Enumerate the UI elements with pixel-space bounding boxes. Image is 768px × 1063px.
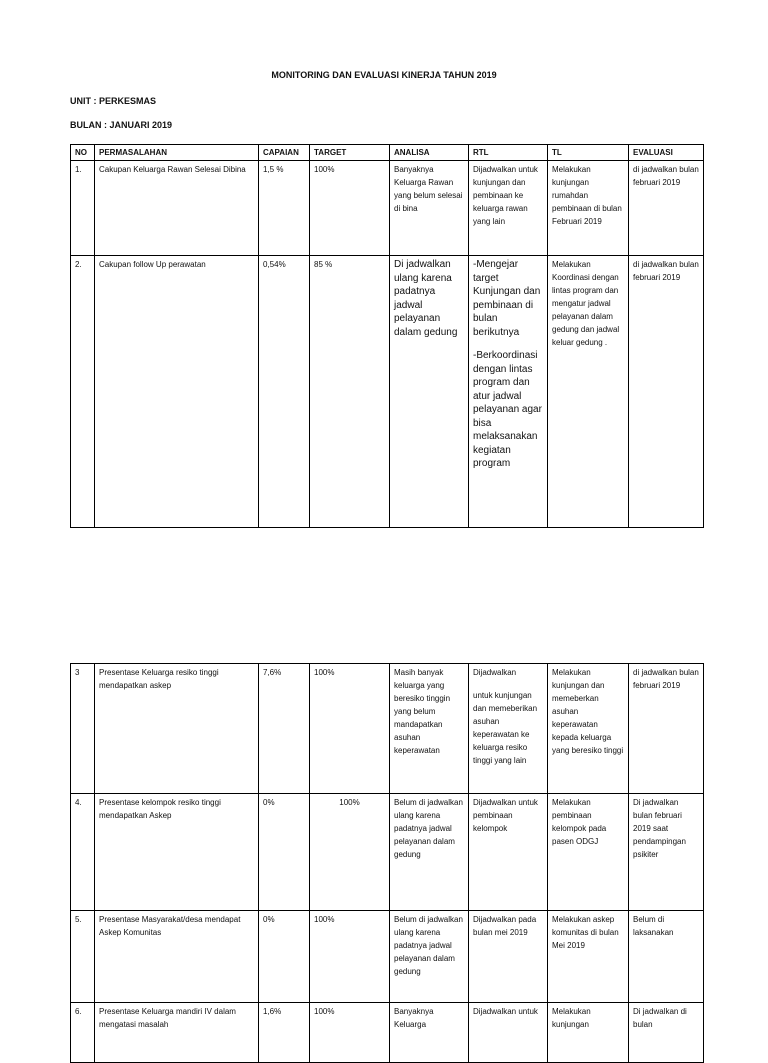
rtl-paragraph: Dijadwalkan <box>473 668 517 677</box>
cell-no: 6. <box>71 1003 95 1063</box>
cell-permasalahan: Cakupan Keluarga Rawan Selesai Dibina <box>95 161 259 256</box>
cell-rtl: Dijadwalkan untuk pembinaan kelompok <box>469 794 548 911</box>
cell-rtl <box>469 256 548 528</box>
cell-target: 100% <box>310 911 390 1003</box>
cell-permasalahan: Presentase Masyarakat/desa mendapat Askep Komunitas <box>95 911 259 1003</box>
cell-capaian: 1,6% <box>259 1003 310 1063</box>
cell-no: 5. <box>71 911 95 1003</box>
cell-permasalahan: Presentase Keluarga mandiri IV dalam mengatasi masalah <box>95 1003 259 1063</box>
column-header-target: TARGET <box>310 145 390 161</box>
rtl-paragraph: -Berkoordinasi dengan lintas program dan atur jadwal pelayanan agar bisa melaksanakan kegiatan program <box>473 350 542 469</box>
monitoring-table-page-1 <box>70 144 704 528</box>
cell-rtl: Dijadwalkan untuk kunjungan dan pembinaan ke keluarga rawan yang lain <box>469 161 548 256</box>
monitoring-table-page-2 <box>70 663 704 1063</box>
table-row <box>71 256 704 528</box>
cell-tl: Melakukan pembinaan kelompok pada pasen ODGJ <box>548 794 629 911</box>
column-header-tl: TL <box>548 145 629 161</box>
cell-target: 85 % <box>310 256 390 528</box>
cell-tl: Melakukan kunjungan <box>548 1003 629 1063</box>
cell-evaluasi: di jadwalkan bulan februari 2019 <box>629 161 704 256</box>
cell-rtl: Dijadwalkan pada bulan mei 2019 <box>469 911 548 1003</box>
cell-target: 100% <box>310 161 390 256</box>
cell-analisa: Belum di jadwalkan ulang karena padatnya jadwal pelayanan dalam gedung <box>390 794 469 911</box>
table-header-row <box>71 145 704 161</box>
cell-evaluasi: Belum di laksanakan <box>629 911 704 1003</box>
period-label: BULAN : JANUARI 2019 <box>70 120 173 130</box>
cell-no: 4. <box>71 794 95 911</box>
cell-no: 3 <box>71 664 95 794</box>
cell-evaluasi: di jadwalkan bulan februari 2019 <box>629 256 704 528</box>
cell-permasalahan: Presentase Keluarga resiko tinggi mendapatkan askep <box>95 664 259 794</box>
cell-target: 100% <box>310 794 390 911</box>
cell-analisa: Di jadwalkan ulang karena padatnya jadwal pelayanan dalam gedung <box>390 256 469 528</box>
column-header-rtl: RTL <box>469 145 548 161</box>
table-row <box>71 1003 704 1063</box>
cell-tl: Melakukan kunjungan dan memeberkan asuhan keperawatan kepada keluarga yang beresiko tinggi <box>548 664 629 794</box>
column-header-evaluasi: EVALUASI <box>629 145 704 161</box>
column-header-analisa: ANALISA <box>390 145 469 161</box>
cell-capaian: 7,6% <box>259 664 310 794</box>
document-title: MONITORING DAN EVALUASI KINERJA TAHUN 2019 <box>271 70 497 80</box>
cell-analisa: Masih banyak keluarga yang beresiko tinggin yang belum mandapatkan asuhan keperawatan <box>390 664 469 794</box>
cell-analisa: Belum di jadwalkan ulang karena padatnya jadwal pelayanan dalam gedung <box>390 911 469 1003</box>
cell-rtl <box>469 664 548 794</box>
table-row <box>71 664 704 794</box>
cell-tl: Melakukan kunjungan rumahdan pembinaan di bulan Februari 2019 <box>548 161 629 256</box>
cell-permasalahan: Cakupan follow Up perawatan <box>95 256 259 528</box>
cell-tl: Melakukan askep komunitas di bulan Mei 2019 <box>548 911 629 1003</box>
cell-evaluasi: Di jadwalkan bulan februari 2019 saat pendampingan psikiter <box>629 794 704 911</box>
unit-label: UNIT : PERKESMAS <box>70 96 157 106</box>
cell-target: 100% <box>310 1003 390 1063</box>
cell-analisa: Banyaknya Keluarga <box>390 1003 469 1063</box>
table-row <box>71 911 704 1003</box>
cell-evaluasi: Di jadwalkan di bulan <box>629 1003 704 1063</box>
cell-capaian: 0% <box>259 794 310 911</box>
cell-tl: Melakukan Koordinasi dengan lintas program dan mengatur jadwal pelayanan dalam gedung dan jadwal keluar gedung . <box>548 256 629 528</box>
table-row <box>71 161 704 256</box>
cell-rtl: Dijadwalkan untuk <box>469 1003 548 1063</box>
cell-no: 1. <box>71 161 95 256</box>
column-header-permasalahan: PERMASALAHAN <box>95 145 259 161</box>
rtl-paragraph: -Mengejar target Kunjungan dan pembinaan di bulan berikutnya <box>473 259 541 338</box>
cell-no: 2. <box>71 256 95 528</box>
column-header-capaian: CAPAIAN <box>259 145 310 161</box>
cell-capaian: 0,54% <box>259 256 310 528</box>
cell-target: 100% <box>310 664 390 794</box>
cell-evaluasi: di jadwalkan bulan februari 2019 <box>629 664 704 794</box>
rtl-paragraph: untuk kunjungan dan memeberikan asuhan keperawatan ke keluarga resiko tinggi yang lain <box>473 691 538 765</box>
table-row <box>71 794 704 911</box>
cell-capaian: 0% <box>259 911 310 1003</box>
cell-capaian: 1,5 % <box>259 161 310 256</box>
column-header-no: NO <box>71 145 95 161</box>
cell-permasalahan: Presentase kelompok resiko tinggi mendapatkan Askep <box>95 794 259 911</box>
cell-analisa: Banyaknya Keluarga Rawan yang belum selesai di bina <box>390 161 469 256</box>
